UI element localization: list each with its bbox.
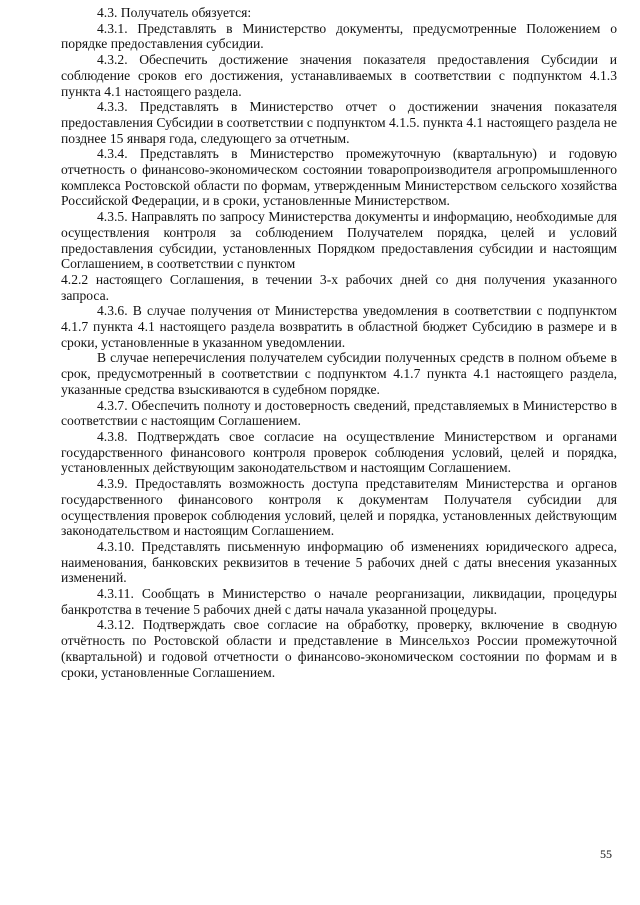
paragraph-4-3-7: 4.3.7. Обеспечить полноту и достоверность сведений, представляемых в Министерство в соответствии с настоящим Соглашением. [61,397,617,429]
paragraph-4-3-1: 4.3.1. Представлять в Министерство документы, предусмотренные Положением о порядке предоставления субсидии. [61,20,617,52]
paragraph-4-3-4: 4.3.4. Представлять в Министерство промежуточную (квартальную) и годовую отчетность о финансово-экономическом состоянии товаропроизводителя агропромышленного комплекса Ростовской области по формам, утвержденным Министерством сельского хозяйства Российской Федерации, и в сроки, установленные Министерством. [61,146,617,209]
page-number: 55 [600,847,612,862]
paragraph-4-3-5: 4.3.5. Направлять по запросу Министерства документы и информацию, необходимые для осуществления контроля за соблюдением Получателем порядка, целей и условий предоставления субсидии, установленных Порядком предоставления субсидии и настоящим Соглашением, в соответствии с пунктом [61,209,617,272]
paragraph-4-3-8: 4.3.8. Подтверждать свое согласие на осуществление Министерством и органами государственного финансового контроля проверок соблюдения условий, целей и порядка, установленных действующим законодательством и настоящим Соглашением. [61,428,617,476]
paragraph-4-3-9: 4.3.9. Предоставлять возможность доступа представителям Министерства и органов государственного финансового контроля к документам Получателя субсидии для осуществления проверок соблюдения условий, целей и порядка, установленных действующим законодательством и настоящим Соглашением. [61,476,617,539]
paragraph-4-3-3: 4.3.3. Представлять в Министерство отчет о достижении значения показателя предоставления Субсидии в соответствии с подпунктом 4.1.5. пункта 4.1 настоящего раздела не позднее 15 января года, следующего за отчетным. [61,99,617,146]
paragraph-4-3-10: 4.3.10. Представлять письменную информацию об изменениях юридического адреса, наименования, банковских реквизитов в течение 5 рабочих дней с даты внесения указанных изменений. [61,538,617,586]
paragraph-4-3-6-second: В случае неперечисления получателем субсидии полученных средств в полном объеме в срок, предусмотренный в соответствии с подпунктом 4.1.7 пункта 4.1 настоящего раздела, указанные средства взыскиваются в судебном порядке. [61,350,617,397]
paragraph-4-3-6: 4.3.6. В случае получения от Министерства уведомления в соответствии с подпунктом 4.1.7 пункта 4.1 настоящего раздела возвратить в областной бюджет Субсидию в размере и в сроки, установленные в указанном уведомлении. [61,303,617,350]
paragraph-4-3-5-continuation: 4.2.2 настоящего Соглашения, в течении 3-х рабочих дней со дня получения указанного запроса. [61,271,617,303]
paragraph-4-3-2: 4.3.2. Обеспечить достижение значения показателя предоставления Субсидии и соблюдение сроков его достижения, устанавливаемых в соответствии с подпунктом 4.1.3 пункта 4.1 настоящего раздела. [61,52,617,99]
section-heading: 4.3. Получатель обязуется: [97,5,252,20]
paragraph-4-3-11: 4.3.11. Сообщать в Министерство о начале реорганизации, ликвидации, процедуры банкротства в течение 5 рабочих дней с даты начала указанной процедуры. [61,586,617,617]
paragraph-4-3-12: 4.3.12. Подтверждать свое согласие на обработку, проверку, включение в сводную отчётность по Ростовской области и представление в Минсельхоз России промежуточной (квартальной) и годовой отчетности о финансово-экономическом состоянии по формам и в сроки, установленные Соглашением. [61,617,617,680]
